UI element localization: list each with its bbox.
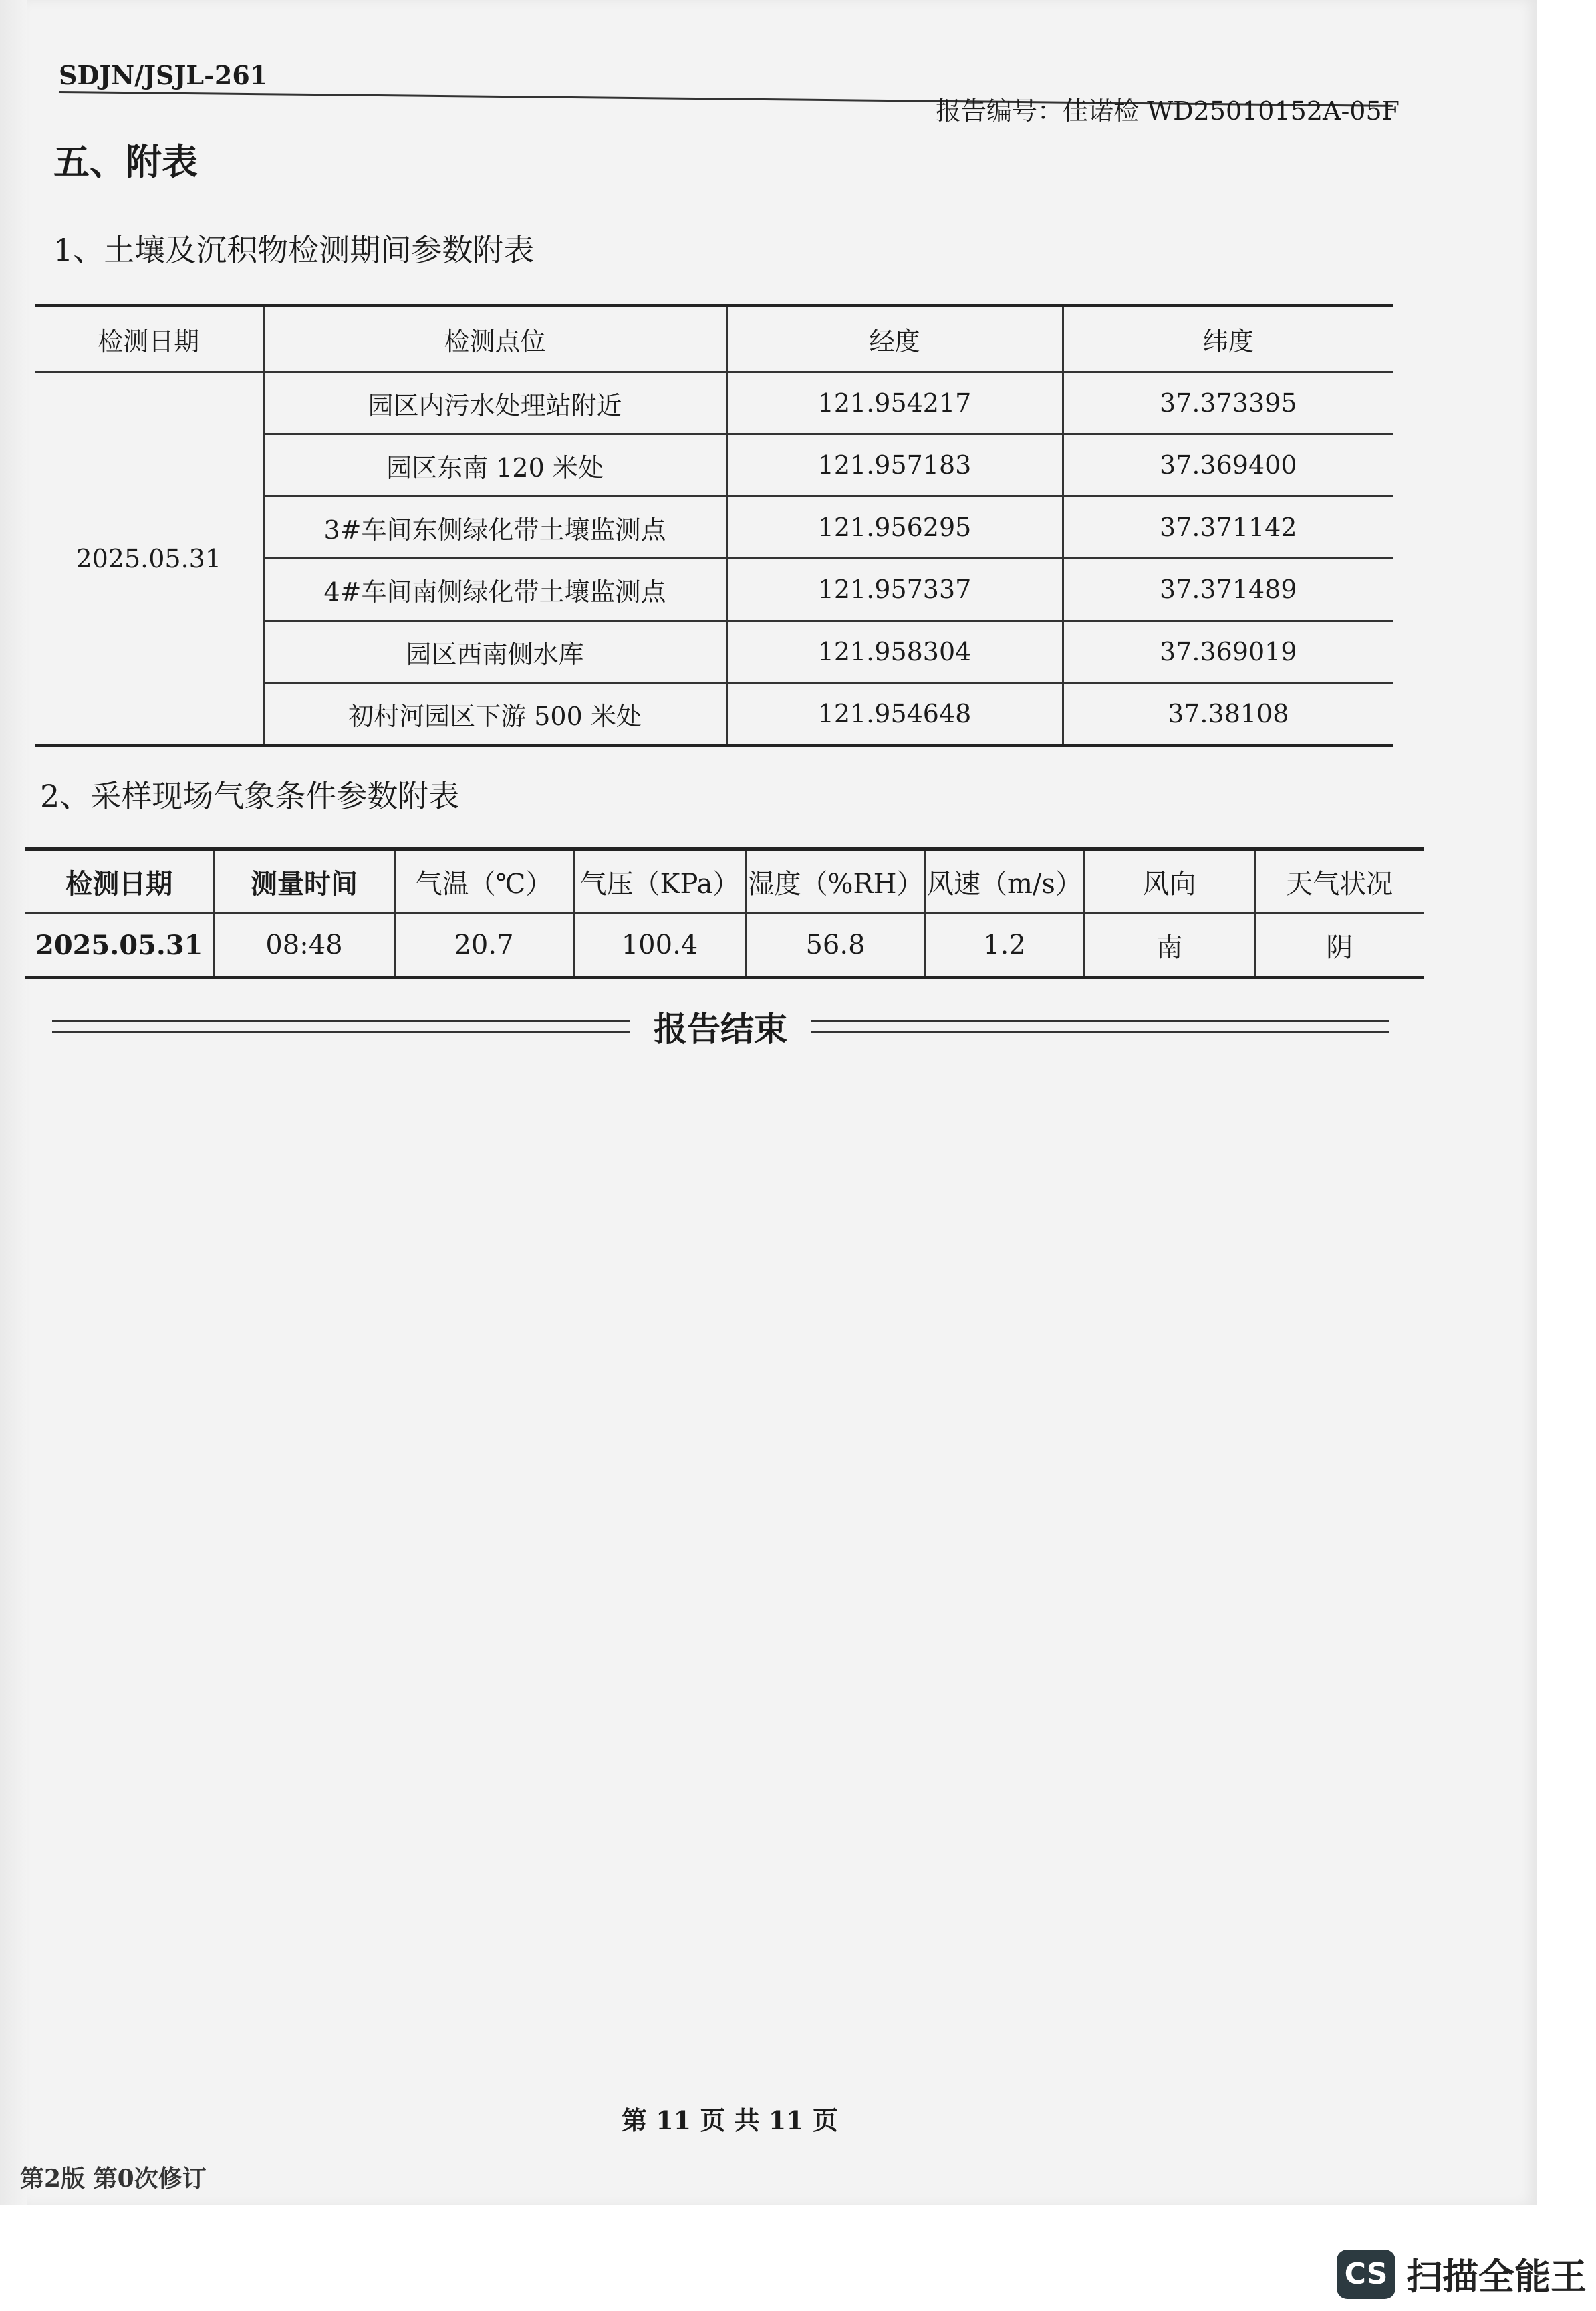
page-edge: [0, 0, 27, 2205]
site-cell: 4#车间南侧绿化带土壤监测点: [263, 559, 726, 621]
table-header-row: [35, 306, 1393, 372]
report-end-text: 报告结束: [654, 1009, 787, 1049]
latitude-cell: 37.38108: [1063, 683, 1393, 746]
end-rule-right: [811, 1020, 1389, 1033]
site-cell: 园区内污水处理站附近: [263, 372, 726, 434]
doc-code: SDJN/JSJL-261: [59, 60, 268, 90]
weather-cell: 阴: [1254, 914, 1424, 978]
longitude-cell: 121.956295: [726, 497, 1063, 559]
site-cell: 园区东南 120 米处: [263, 434, 726, 497]
report-end-marker: [52, 1002, 1389, 1051]
scanner-app-name: 扫描全能王: [1406, 2256, 1587, 2298]
table-row: [25, 914, 1424, 978]
longitude-cell: 121.954648: [726, 683, 1063, 746]
header-cell: 检测日期: [25, 849, 214, 914]
table1-title: 1、土壤及沉积物检测期间参数附表: [53, 232, 535, 268]
header-cell: 湿度（%RH）: [746, 849, 925, 914]
longitude-cell: 121.958304: [726, 621, 1063, 683]
pressure-cell: 100.4: [573, 914, 746, 978]
report-number: 报告编号：佳诺检 WD25010152A-05F: [936, 96, 1400, 126]
humidity-cell: 56.8: [746, 914, 925, 978]
header-cell: 经度: [726, 306, 1063, 372]
header-cell: 天气状况: [1254, 849, 1424, 914]
table2-title: 2、采样现场气象条件参数附表: [40, 778, 460, 814]
temperature-cell: 20.7: [394, 914, 573, 978]
version-note: 第2版 第0次修订: [20, 2165, 207, 2193]
site-cell: 初村河园区下游 500 米处: [263, 683, 726, 746]
latitude-cell: 37.369019: [1063, 621, 1393, 683]
latitude-cell: 37.369400: [1063, 434, 1393, 497]
site-cell: 园区西南侧水库: [263, 621, 726, 683]
section-title: 五、附表: [53, 140, 198, 183]
header-cell: 测量时间: [214, 849, 394, 914]
longitude-cell: 121.957337: [726, 559, 1063, 621]
end-rule-left: [52, 1020, 630, 1033]
soil-coordinates-table: [35, 304, 1393, 747]
header-cell: 风速（m/s）: [925, 849, 1084, 914]
wind-speed-cell: 1.2: [925, 914, 1084, 978]
longitude-cell: 121.957183: [726, 434, 1063, 497]
header-cell: 气压（KPa）: [573, 849, 746, 914]
header-cell: 气温（℃）: [394, 849, 573, 914]
camscanner-logo-icon: CS: [1337, 2250, 1395, 2299]
scanner-watermark: [1337, 2248, 1587, 2300]
latitude-cell: 37.371489: [1063, 559, 1393, 621]
table-header-row: [25, 849, 1424, 914]
header-cell: 纬度: [1063, 306, 1393, 372]
date-cell: 2025.05.31: [35, 372, 263, 746]
table-row: [35, 372, 1393, 434]
header-cell: 风向: [1084, 849, 1254, 914]
weather-conditions-table: [25, 847, 1424, 979]
latitude-cell: 37.371142: [1063, 497, 1393, 559]
header-cell: 检测点位: [263, 306, 726, 372]
wind-direction-cell: 南: [1084, 914, 1254, 978]
page-number: 第 11 页 共 11 页: [622, 2105, 838, 2135]
longitude-cell: 121.954217: [726, 372, 1063, 434]
site-cell: 3#车间东侧绿化带土壤监测点: [263, 497, 726, 559]
latitude-cell: 37.373395: [1063, 372, 1393, 434]
date-cell: 2025.05.31: [25, 914, 214, 978]
header-cell: 检测日期: [35, 306, 263, 372]
time-cell: 08:48: [214, 914, 394, 978]
